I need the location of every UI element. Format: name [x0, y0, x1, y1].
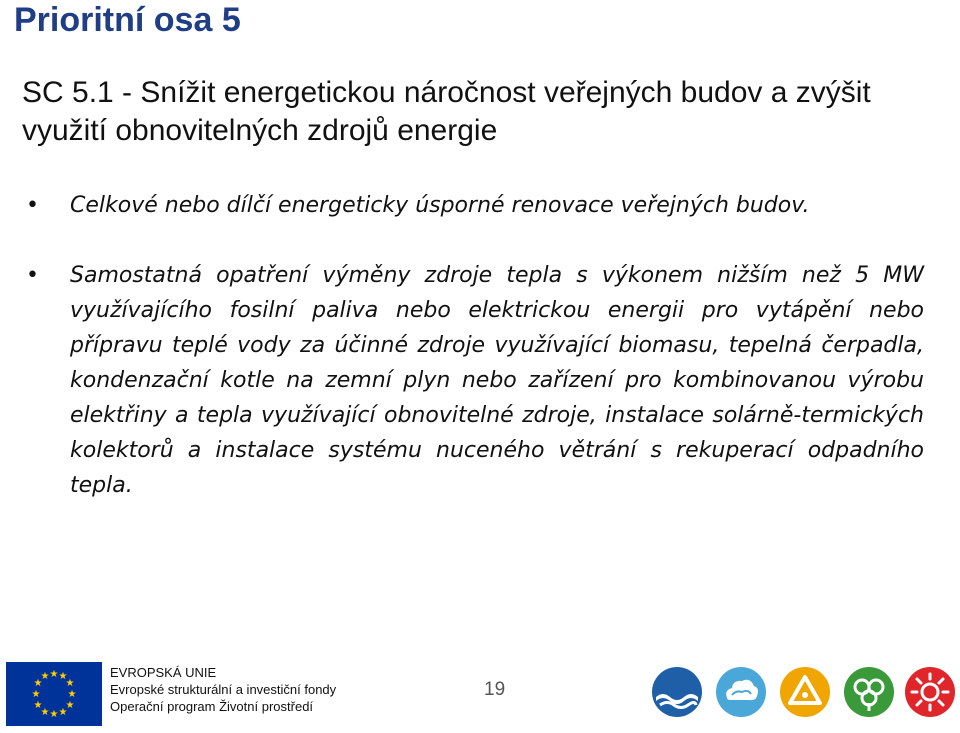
- bullet-text: Samostatná opatření výměny zdroje tepla s výkonem nižším než 5 MW využívajícího fosilní paliva nebo elektrickou energii pro vytápění nebo přípravu teplé vody za účinné zdroje využívající biomasu, tepelná čerpadla, kondenzační kotle na zemní plyn nebo zařízení pro kombinovanou výrobu elektřiny a tepla využívající obnovitelné zdroje, instalace solárně-termických kolektorů a instalace systému nuceného větrání s rekuperací odpadního tepla.: [70, 263, 924, 498]
- svg-text:★: ★: [33, 678, 43, 689]
- svg-text:★: ★: [67, 689, 77, 700]
- eu-flag-icon: [6, 662, 102, 726]
- waste-logo-icon: [778, 665, 832, 719]
- svg-text:★: ★: [65, 700, 75, 711]
- water-logo-icon: [650, 665, 704, 719]
- slide-subtitle: SC 5.1 - Snížit energetickou náročnost veřejných budov a zvýšit využití obnovitelných zdrojů energie: [22, 76, 871, 147]
- bullet-item: [24, 258, 924, 503]
- eu-funds: Evropské strukturální a investiční fondy: [110, 682, 337, 697]
- slide-title: Prioritní osa 5: [14, 1, 241, 39]
- energy-logo-icon: [903, 665, 957, 719]
- air-logo-icon: [714, 665, 768, 719]
- svg-text:★: ★: [33, 700, 43, 711]
- page-number: 19: [484, 679, 506, 700]
- svg-text:★: ★: [65, 678, 75, 689]
- eu-name: EVROPSKÁ UNIE: [110, 665, 217, 680]
- bullet-text: Celkové nebo dílčí energeticky úsporné renovace veřejných budov.: [70, 193, 810, 218]
- nature-logo-icon: [842, 665, 896, 719]
- svg-text:★: ★: [40, 707, 50, 718]
- svg-text:★: ★: [58, 671, 68, 682]
- svg-text:★: ★: [58, 707, 68, 718]
- svg-text:★: ★: [31, 689, 41, 700]
- footer: [0, 655, 960, 733]
- bullet-list: [24, 188, 924, 503]
- bullet-item: [24, 188, 924, 223]
- eu-funding-text: [110, 664, 336, 715]
- svg-text:★: ★: [49, 709, 59, 720]
- svg-text:★: ★: [49, 669, 59, 680]
- bullet-marker: •: [26, 193, 39, 218]
- bullet-marker: •: [26, 263, 39, 288]
- svg-text:★: ★: [40, 671, 50, 682]
- eu-programme: Operační program Životní prostředí: [110, 699, 314, 714]
